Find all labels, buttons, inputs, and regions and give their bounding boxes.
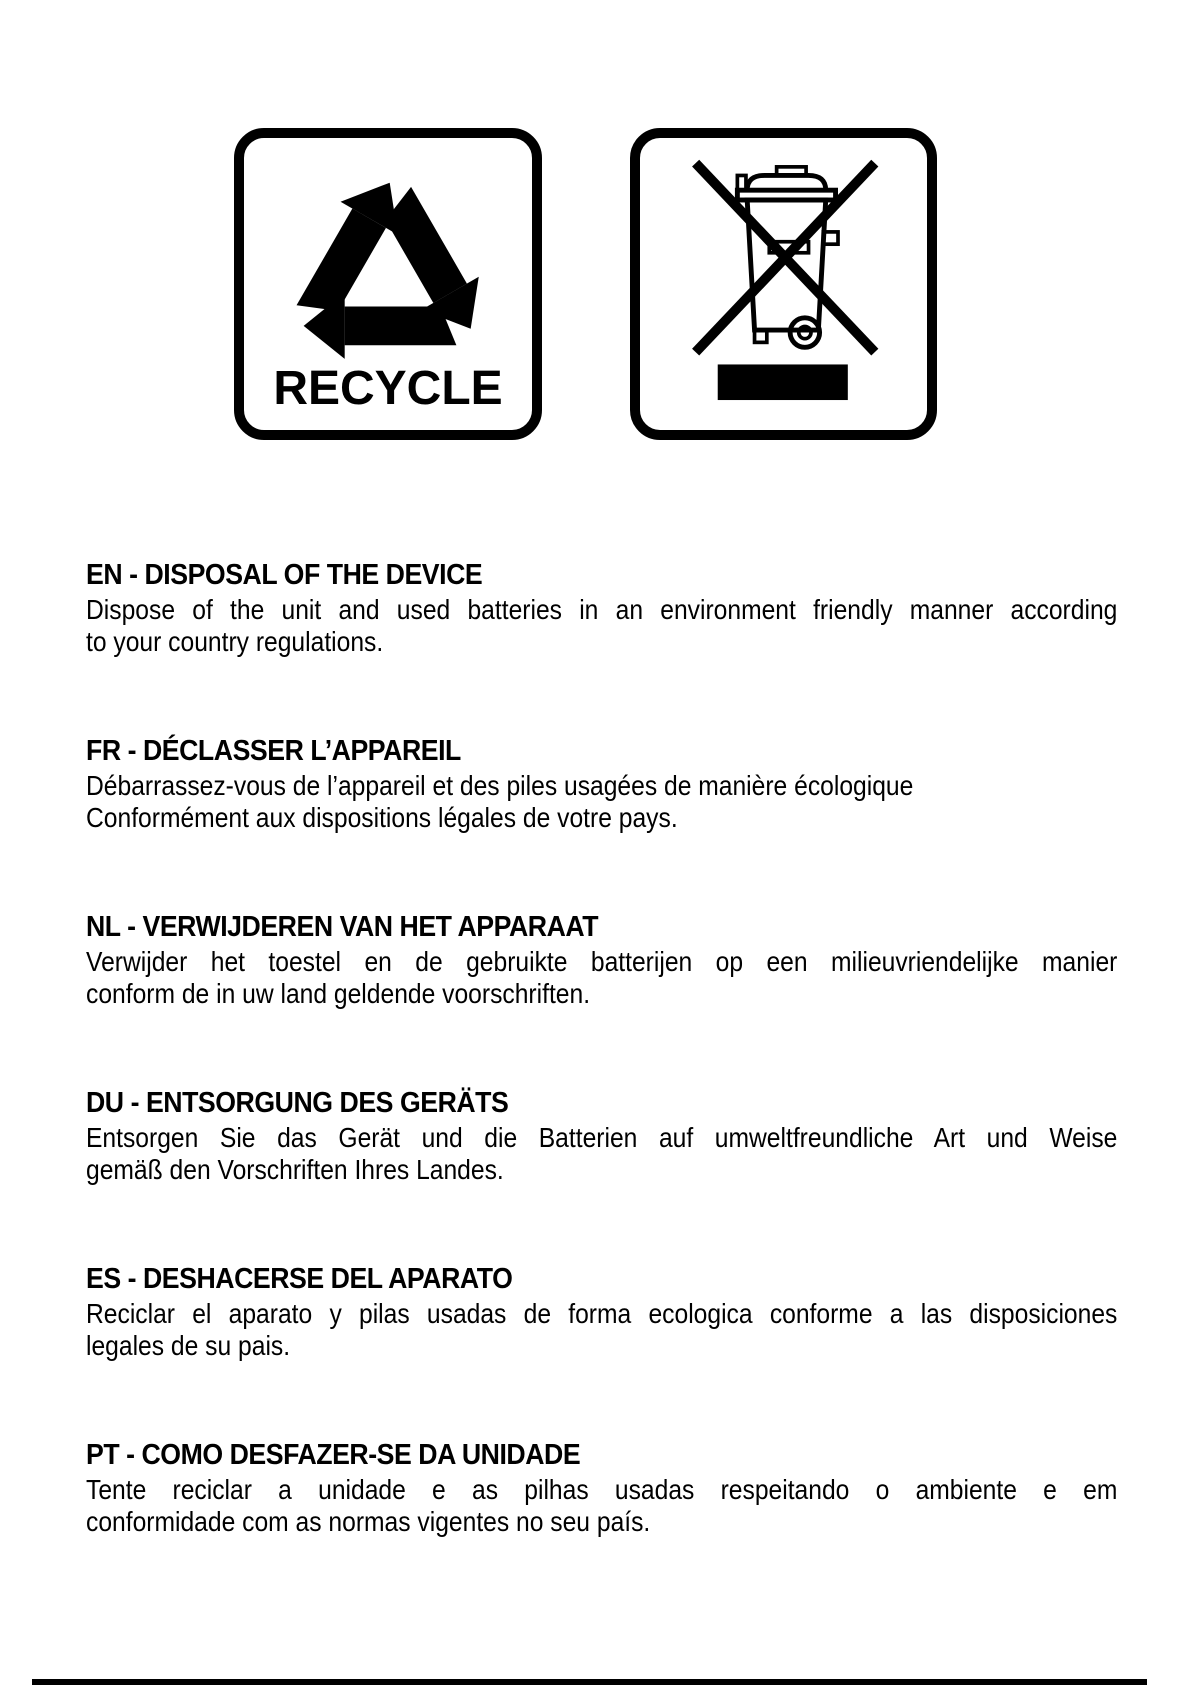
section-heading: DU - ENTSORGUNG DES GERÄTS (86, 1087, 509, 1119)
section-body-line: Entsorgen Sie das Gerät und die Batterien auf umweltfreundliche Art und Weise (86, 1122, 1118, 1153)
section-fr (86, 735, 1117, 834)
section-body-line: Débarrassez-vous de l’appareil et des piles usagées de manière écologique (86, 770, 914, 801)
section-body-line: conformidade com as normas vigentes no seu país. (86, 1506, 651, 1537)
section-body-line: Tente reciclar a unidade e as pilhas usadas respeitando o ambiente e em (86, 1474, 1118, 1505)
section-nl (86, 911, 1117, 1010)
section-body-line: legales de su pais. (86, 1330, 291, 1361)
recycle-symbol-box (234, 128, 542, 440)
section-heading: PT - COMO DESFAZER-SE DA UNIDADE (86, 1439, 581, 1471)
section-es (86, 1263, 1117, 1362)
section-body-line: Reciclar el aparato y pilas usadas de forma ecologica conforme a las disposiciones (86, 1298, 1118, 1329)
section-body-line: to your country regulations. (86, 626, 384, 657)
disposal-text-column (86, 559, 1117, 1615)
section-heading: EN - DISPOSAL OF THE DEVICE (86, 559, 483, 591)
section-en (86, 559, 1117, 658)
section-body-line: Dispose of the unit and used batteries in an environment friendly manner according (86, 594, 1118, 625)
recycle-icon (268, 156, 508, 384)
footer-rule (32, 1679, 1147, 1685)
section-pt (86, 1439, 1117, 1538)
section-heading: FR - DÉCLASSER L’APPAREIL (86, 735, 461, 767)
section-heading: NL - VERWIJDEREN VAN HET APPARAAT (86, 911, 599, 943)
weee-symbol-box (630, 128, 937, 440)
recycle-label: RECYCLE (273, 362, 503, 415)
section-body-line: Conformément aux dispositions légales de votre pays. (86, 802, 678, 833)
section-body-line: Verwijder het toestel en de gebruikte batterijen op een milieuvriendelijke manier (86, 946, 1118, 977)
section-heading: ES - DESHACERSE DEL APARATO (86, 1263, 513, 1295)
section-body-line: conform de in uw land geldende voorschriften. (86, 978, 591, 1009)
section-du (86, 1087, 1117, 1186)
crossed-bin-icon (653, 146, 915, 416)
section-body-line: gemäß den Vorschriften Ihres Landes. (86, 1154, 504, 1185)
